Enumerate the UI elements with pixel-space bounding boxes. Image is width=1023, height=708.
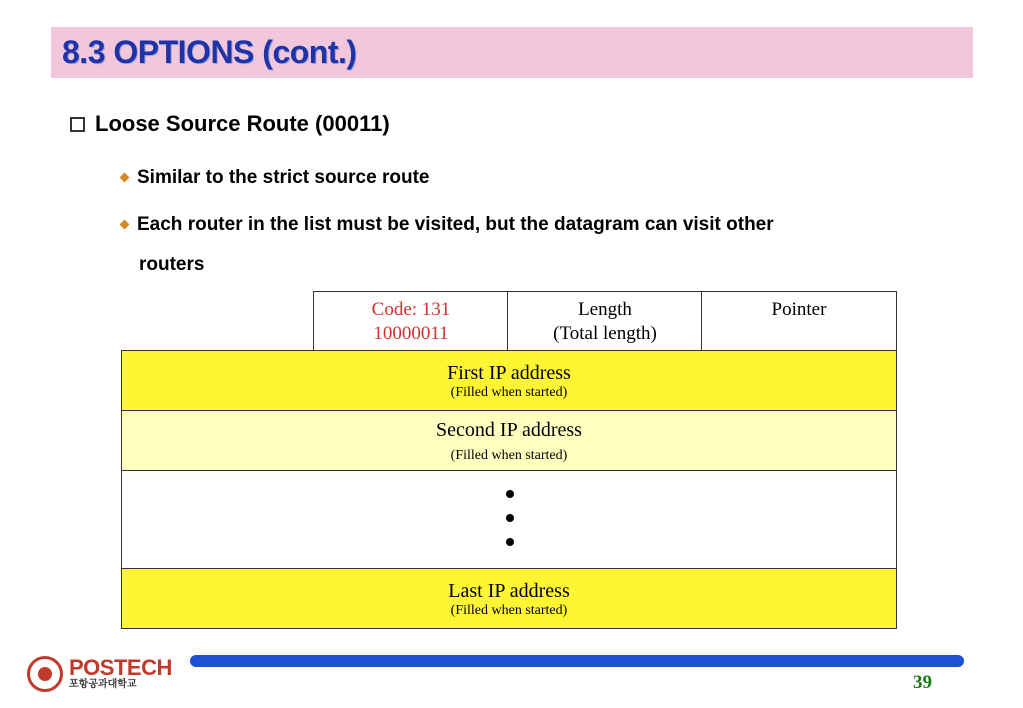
last-ip-label: Last IP address xyxy=(448,580,570,602)
first-ip-label: First IP address xyxy=(447,362,571,384)
ellipsis-dot xyxy=(506,514,514,522)
logo-text xyxy=(69,657,172,691)
length-note: (Total length) xyxy=(553,323,657,344)
first-ip-note: (Filled when started) xyxy=(450,385,568,400)
code-value: Code: 131 xyxy=(371,299,451,320)
sub-bullet-1-text: Similar to the strict source route xyxy=(137,167,430,188)
main-bullet-text: Loose Source Route (00011) xyxy=(95,111,390,136)
footer-bar xyxy=(190,655,964,667)
length-cell xyxy=(507,291,703,351)
ellipsis-dot xyxy=(506,538,514,546)
square-bullet-icon xyxy=(70,117,85,132)
sub-bullet-2-continuation: routers xyxy=(139,254,205,275)
page-number: 39 xyxy=(913,672,932,693)
university-seal-icon xyxy=(27,656,63,692)
last-ip-row xyxy=(121,568,897,629)
logo-name: POSTECH xyxy=(69,655,172,680)
pointer-label: Pointer xyxy=(771,299,827,320)
length-label: Length xyxy=(578,299,632,320)
last-ip-note: (Filled when started) xyxy=(450,603,568,618)
second-ip-row xyxy=(121,410,897,471)
ellipsis-dot xyxy=(506,490,514,498)
slide-title: 8.3 OPTIONS (cont.) xyxy=(62,34,357,70)
first-ip-row xyxy=(121,350,897,411)
code-binary: 10000011 xyxy=(373,323,449,344)
sub-bullet-2 xyxy=(121,205,951,285)
code-cell xyxy=(313,291,509,351)
second-ip-note: (Filled when started) xyxy=(450,448,568,463)
ellipsis-row xyxy=(121,470,897,569)
sub-bullet-2-text: Each router in the list must be visited, but the datagram can visit other xyxy=(137,214,774,235)
diamond-bullet-icon xyxy=(120,173,130,183)
sub-bullet-1 xyxy=(121,158,429,198)
main-bullet xyxy=(70,111,390,137)
pointer-cell xyxy=(701,291,897,351)
postech-logo xyxy=(27,656,172,692)
diamond-bullet-icon xyxy=(120,220,130,230)
logo-subtitle: 포항공과대학교 xyxy=(69,679,137,690)
second-ip-label: Second IP address xyxy=(436,419,582,441)
